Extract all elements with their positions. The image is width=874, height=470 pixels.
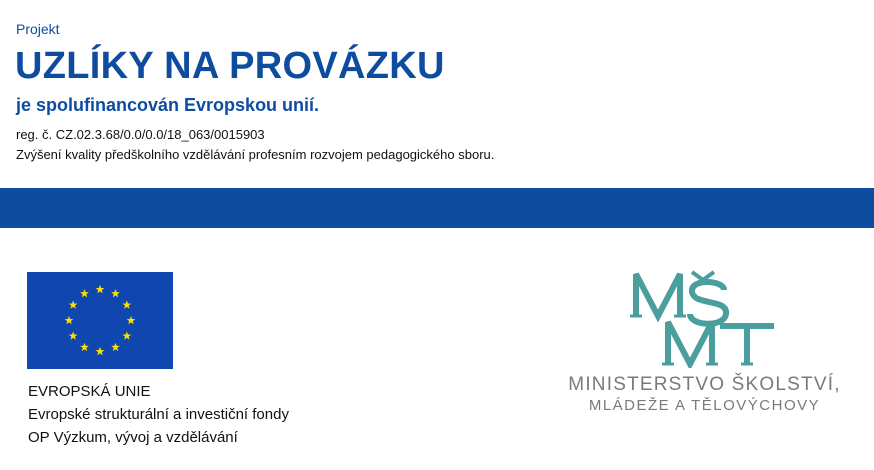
ministry-name-line2: MLÁDEŽE A TĚLOVÝCHOVY <box>588 397 821 414</box>
eu-funds-label: Evropské strukturální a investiční fondy <box>28 406 289 423</box>
eu-union-label: EVROPSKÁ UNIE <box>28 383 151 400</box>
project-title: UZLÍKY NA PROVÁZKU <box>15 45 445 87</box>
cofinanced-statement: je spolufinancován Evropskou unií. <box>16 95 320 115</box>
project-description: Zvýšení kvality předškolního vzdělávání profesním rozvojem pedagogického sboru. <box>16 147 495 162</box>
ministry-name-line1: MINISTERSTVO ŠKOLSTVÍ, <box>568 374 841 395</box>
project-label: Projekt <box>16 21 60 37</box>
msmt-logo-icon <box>628 270 776 368</box>
blue-band-divider <box>0 188 874 228</box>
registration-number: reg. č. CZ.02.3.68/0.0/0.0/18_063/0015903 <box>16 127 265 142</box>
eu-programme-label: OP Výzkum, vývoj a vzdělávání <box>28 429 238 446</box>
eu-flag-icon <box>27 272 173 369</box>
